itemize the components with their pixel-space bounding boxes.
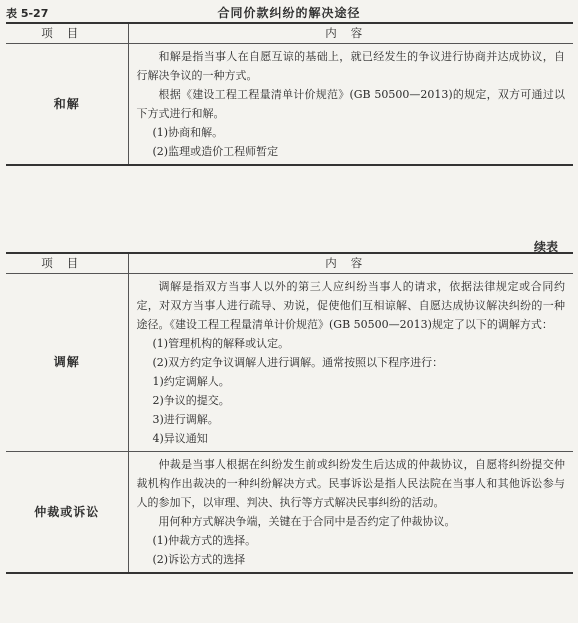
- list-item: (1)协商和解。: [152, 126, 224, 139]
- table-row: [6, 274, 573, 452]
- list-item: (2)双方约定争议调解人进行调解。通常按照以下程序进行：: [152, 356, 444, 369]
- list-item: (2)监理或造价工程师暂定: [152, 145, 279, 158]
- table-header-row: [6, 23, 573, 44]
- list-item: (1)管理机构的解释或认定。: [152, 337, 290, 350]
- header-item: 项目: [6, 23, 128, 44]
- list-item: 4)异议通知: [152, 432, 208, 445]
- paragraph: 用何种方式解决争端，关键在于合同中是否约定了仲裁协议。: [158, 515, 456, 528]
- dispute-resolution-table-continued: [6, 252, 573, 574]
- list-item: 3)进行调解。: [152, 413, 219, 426]
- table-title: 合同价款纠纷的解决途径: [217, 6, 361, 20]
- header-content: 内容: [128, 253, 573, 274]
- table-row: [6, 44, 573, 166]
- dispute-resolution-table: [6, 22, 573, 166]
- list-item: 1)约定调解人。: [152, 375, 230, 388]
- table-number: 表 5-27: [6, 7, 49, 20]
- row-item: 调解: [6, 274, 128, 452]
- row-content: [128, 274, 573, 452]
- table-row: [6, 452, 573, 574]
- list-item: (1)仲裁方式的选择。: [152, 534, 257, 547]
- row-content: [128, 44, 573, 166]
- header-item: 项目: [6, 253, 128, 274]
- header-content: 内容: [128, 23, 573, 44]
- row-item: 仲裁或诉讼: [6, 452, 128, 574]
- paragraph: 调解是指双方当事人以外的第三人应纠纷当事人的请求，依据法律规定或合同约定，对双方当事人进行疏导、劝说，促使他们互相谅解、自愿达成协议解决纠纷的一种途径。《建设工程工程量清单计价规范》(GB 50500—2013)规定了以下的调解方式：: [136, 280, 565, 331]
- list-item: 2)争议的提交。: [152, 394, 230, 407]
- row-content: [128, 452, 573, 574]
- paragraph: 根据《建设工程工程量清单计价规范》(GB 50500—2013)的规定，双方可通过以下方式进行和解。: [136, 88, 565, 120]
- row-item: 和解: [6, 44, 128, 166]
- table-header-row: [6, 253, 573, 274]
- list-item: (2)诉讼方式的选择: [152, 553, 246, 566]
- paragraph: 和解是指当事人在自愿互谅的基础上，就已经发生的争议进行协商并达成协议，自行解决争议的一种方式。: [136, 50, 565, 82]
- paragraph: 仲裁是当事人根据在纠纷发生前或纠纷发生后达成的仲裁协议，自愿将纠纷提交仲裁机构作出裁决的一种纠纷解决方式。民事诉讼是指人民法院在当事人和其他诉讼参与人的参加下，以审理、判决、执行等方式解决民事纠纷的活动。: [136, 458, 565, 509]
- continued-label: 续表: [533, 240, 558, 254]
- table-caption: [6, 4, 572, 22]
